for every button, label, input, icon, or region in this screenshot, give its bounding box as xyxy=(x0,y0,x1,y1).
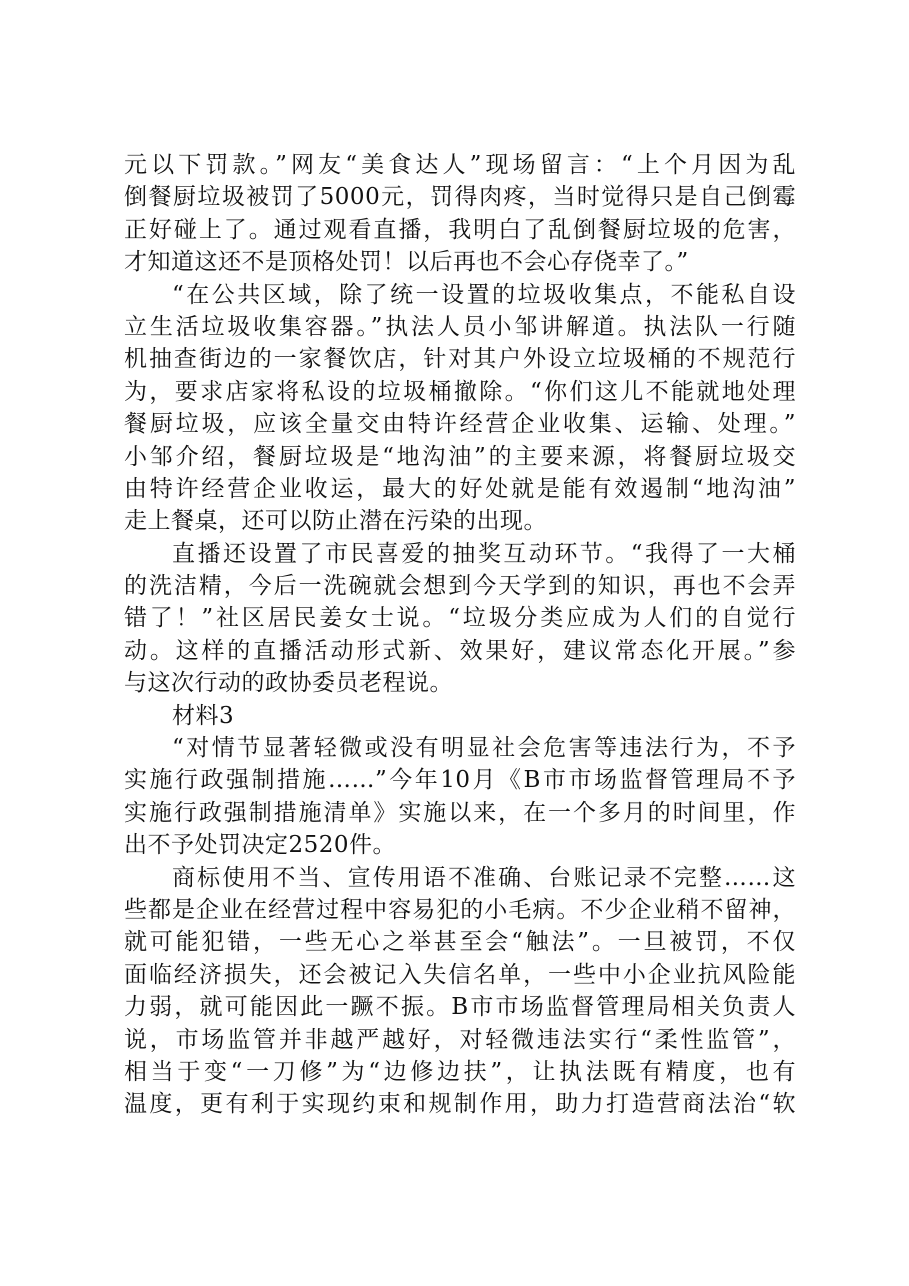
section-heading-material-3 xyxy=(124,700,796,732)
text-line: 由特许经营企业收运，最大的好处就是能有效遏制“地沟油” xyxy=(124,475,796,502)
paragraph-soft-supervision xyxy=(124,862,796,1121)
text-line: 餐厨垃圾，应该全量交由特许经营企业收集、运输、处理。” xyxy=(124,411,796,438)
text-line: 面临经济损失，还会被记入失信名单，一些中小企业抗风险能 xyxy=(124,961,796,988)
text-line: 才知道这还不是顶格处罚！以后再也不会心存侥幸了。” xyxy=(124,249,689,276)
text-line: 实施行政强制措施清单》实施以来，在一个多月的时间里，作 xyxy=(124,799,796,826)
text-line: 力弱，就可能因此一蹶不振。B市市场监督管理局相关负责人 xyxy=(124,994,796,1021)
text-line: 走上餐桌，还可以防止潜在污染的出现。 xyxy=(124,508,547,535)
text-line: 的洗洁精，今后一洗碗就会想到今天学到的知识，再也不会弄 xyxy=(124,573,796,600)
text-line: 正好碰上了。通过观看直播，我明白了乱倒餐厨垃圾的危害， xyxy=(124,216,796,243)
text-line: 些都是企业在经营过程中容易犯的小毛病。不少企业稍不留神， xyxy=(124,896,796,923)
text-line: 直播还设置了市民喜爱的抽奖互动环节。“我得了一大桶 xyxy=(172,540,796,567)
text-line: 温度，更有利于实现约束和规制作用，助力打造营商法治“软 xyxy=(124,1091,796,1118)
text-line: 与这次行动的政协委员老程说。 xyxy=(124,670,453,697)
text-line: 立生活垃圾收集容器。”执法人员小邹讲解道。执法队一行随 xyxy=(124,313,796,340)
text-line: 出不予处罚决定2520件。 xyxy=(124,832,397,859)
paragraph-no-enforcement-list xyxy=(124,732,796,862)
text-line: 机抽查街边的一家餐饮店，针对其户外设立垃圾桶的不规范行 xyxy=(124,346,796,373)
text-line: 相当于变“一刀修”为“边修边扶”，让执法既有精度，也有 xyxy=(124,1058,796,1085)
paragraph-lottery xyxy=(124,538,796,700)
paragraph-fine-comment xyxy=(124,149,796,279)
text-line: 小邹介绍，餐厨垃圾是“地沟油”的主要来源，将餐厨垃圾交 xyxy=(124,443,796,470)
text-line: 说，市场监管并非越严越好，对轻微违法实行“柔性监管”， xyxy=(124,1026,796,1053)
text-line: 商标使用不当、宣传用语不准确、台账记录不完整……这 xyxy=(172,864,796,891)
text-line: 实施行政强制措施……”今年10月《B市市场监督管理局不予 xyxy=(124,767,796,794)
document-body xyxy=(124,149,796,1121)
text-line: “对情节显著轻微或没有明显社会危害等违法行为，不予 xyxy=(172,735,796,762)
paragraph-public-area xyxy=(124,279,796,538)
text-line: 动。这样的直播活动形式新、效果好，建议常态化开展。”参 xyxy=(124,637,796,664)
text-line: 为，要求店家将私设的垃圾桶撤除。“你们这儿不能就地处理 xyxy=(124,378,796,405)
text-line: 就可能犯错，一些无心之举甚至会“触法”。一旦被罚，不仅 xyxy=(124,929,796,956)
text-line: 材料3 xyxy=(172,702,235,729)
text-line: 错了！”社区居民姜女士说。“垃圾分类应成为人们的自觉行 xyxy=(124,605,796,632)
text-line: 倒餐厨垃圾被罚了5000元，罚得肉疼，当时觉得只是自己倒霉 xyxy=(124,184,796,211)
text-line: 元以下罚款。”网友“美食达人”现场留言：“上个月因为乱 xyxy=(124,152,796,178)
text-line: “在公共区域，除了统一设置的垃圾收集点，不能私自设 xyxy=(172,281,796,308)
